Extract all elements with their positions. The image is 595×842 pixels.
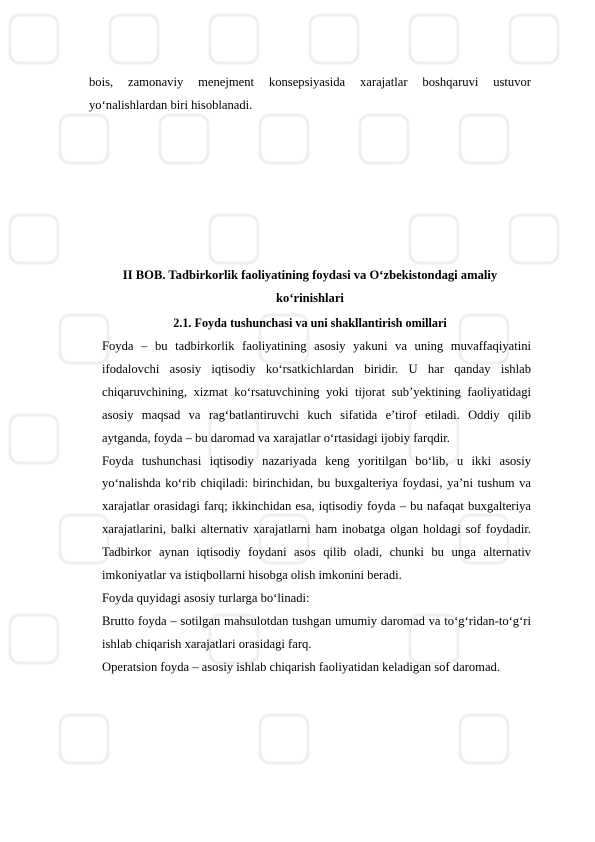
paragraph-operatsion-foyda: Operatsion foyda – asosiy ishlab chiqarish faoliyatidan keladigan sof daromad. [102,659,500,674]
paragraph-foyda-types-intro: Foyda quyidagi asosiy turlarga bo‘linadi: [102,590,310,605]
body-text [89,335,531,679]
intro-block [89,71,531,117]
chapter-title: II BOB. Tadbirkorlik faoliyatining foydasi va O‘zbekistondagi amaliy ko‘rinishlari [122,268,498,305]
paragraph-foyda-definition: Foyda – bu tadbirkorlik faoliyatining asosiy yakuni va uning muvaffaqiyatini ifodalovchi asosiy iqtisodiy ko‘rsatkichlardan biridir. U har qanday ishlab chiqaruvchining, xizmat ko‘rsatuvchining yoki tijorat sub’yektining faoliyatidagi asosiy maqsad va rag‘batlantiruvchi kuch sifatida e’tirof etiladi. Oddiy qilib aytganda, foyda – bu daromad va xarajatlar o‘rtasidagi ijobiy farqdir. [102,339,531,445]
paragraph-foyda-theory: Foyda tushunchasi iqtisodiy nazariyada keng yoritilgan bo‘lib, u ikki asosiy yo‘nalishda ko‘rib chiqiladi: birinchidan, bu buxgalteriya foydasi, ya’ni tushum va xarajatlar orasidagi farq; ikkinchidan esa, iqtisodiy foyda – bu nafaqat buxgalteriya xarajatlarini, balki alternativ xarajatlarni ham inobatga olgan holdagi sof foydadir. Tadbirkor aynan iqtisodiy foydani asos qilib oladi, chunki bu unga alternativ imkoniyatlar va istiqbollarni hisobga olish imkonini beradi. [102,453,531,583]
paragraph-brutto-foyda: Brutto foyda – sotilgan mahsulotdan tushgan umumiy daromad va to‘g‘ridan-to‘g‘ri ishlab chiqarish xarajatlari orasidagi farq. [102,613,531,651]
intro-paragraph: bois, zamonaviy menejment konsepsiyasida xarajatlar boshqaruvi ustuvor yo‘nalishlardan biri hisoblanadi. [89,75,531,112]
section-title: 2.1. Foyda tushunchasi va uni shakllantirish omillari [173,316,447,330]
